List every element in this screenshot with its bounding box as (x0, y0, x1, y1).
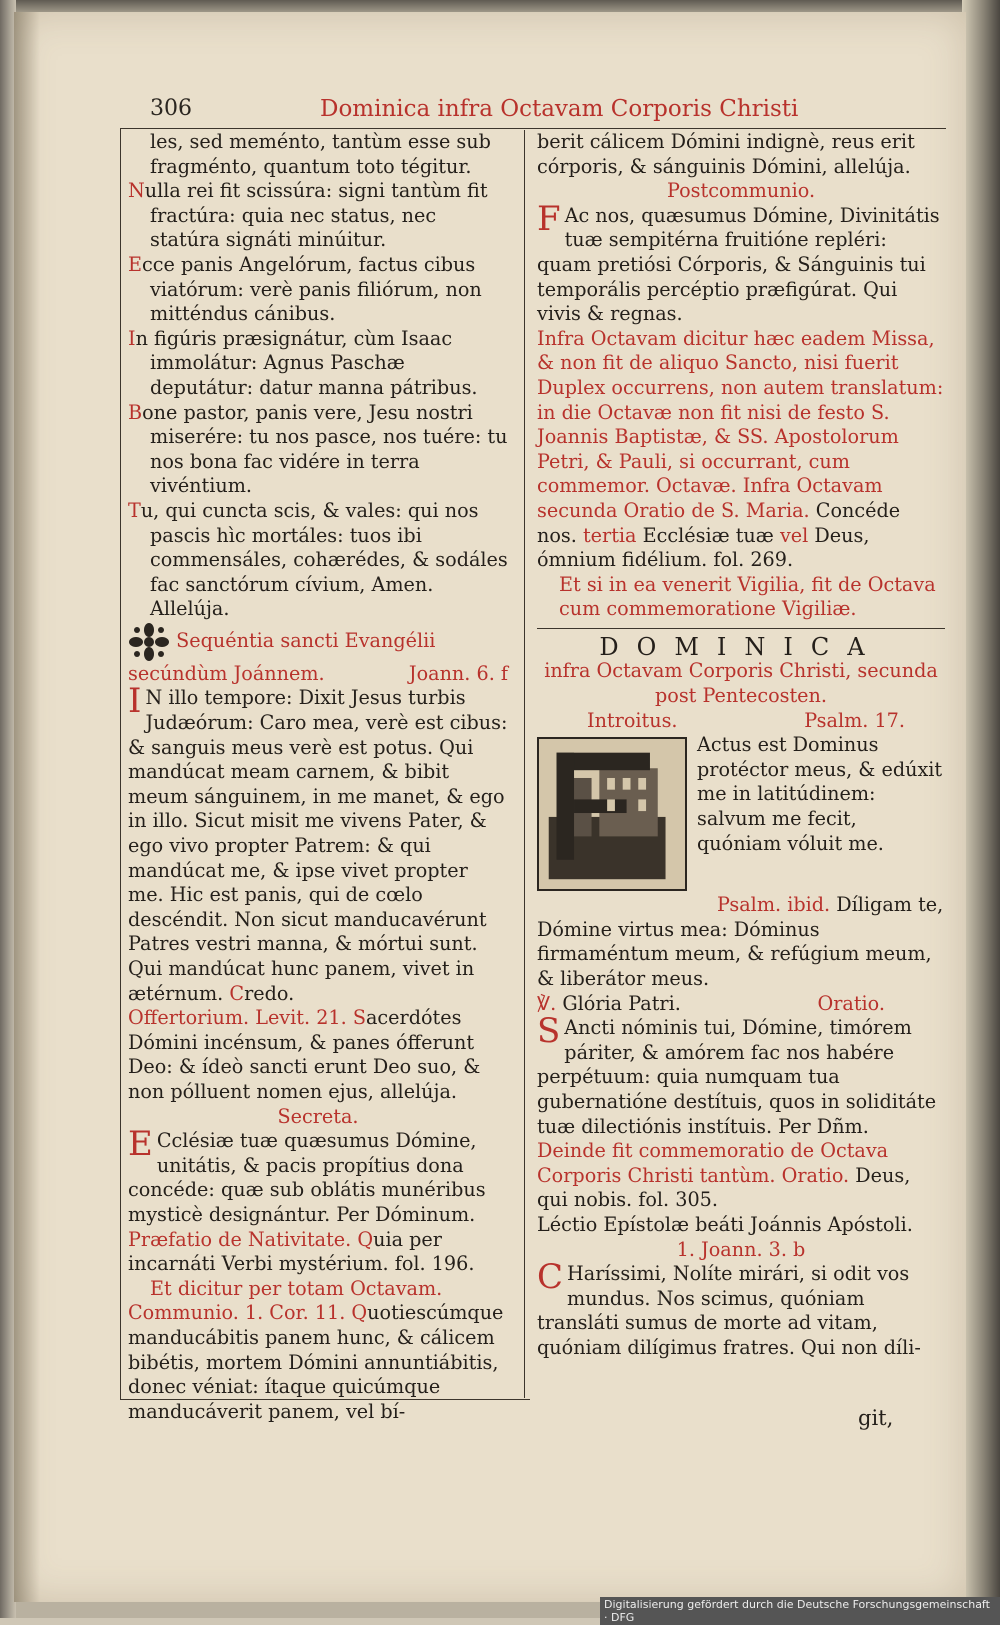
preface-label: Præfatio de Nativitate. (128, 1227, 352, 1251)
book-page-stack (962, 0, 1000, 1618)
drop-cap: E (128, 1124, 153, 1165)
stanza-initial: I (128, 326, 136, 350)
column-divider (524, 130, 525, 1398)
communion-initial: Q (351, 1301, 368, 1325)
drop-cap: C (537, 1257, 564, 1298)
psalm-label: Psalm. ibid. (717, 893, 831, 917)
versicle-icon: ℣. (537, 991, 557, 1015)
commemoration: Deinde fit commemoratio de Octava Corporis Christi tantùm. Oratio. Deus, qui nobis. fol. 305. (537, 1139, 911, 1212)
drop-cap: F (537, 198, 561, 239)
epistle-title: Léctio Epístolæ beáti Joánnis Apóstoli. (537, 1212, 913, 1236)
vigil-rubric: Et si in ea venerit Vigilia, fit de Octava cum commemoratione Vigiliæ. (559, 572, 936, 621)
preface: Præfatio de Nativitate. Quia per incarnáti Verbi mystérium. fol. 196. (128, 1227, 475, 1276)
drop-cap: I (128, 681, 142, 722)
sequence-stanza: Tu, qui cuncta scis, & vales: qui nos pascis hìc mortáles: tuos ibi commensáles, cohærédes, & sodáles fac sanctórum cívium, Amen. Allelúja. (128, 498, 508, 621)
credo-initial: C (229, 981, 245, 1005)
left-column (128, 130, 508, 1424)
stanza-initial: B (128, 400, 143, 424)
woodcut-initial-f-icon (539, 739, 685, 889)
octave-rubric: Infra Octavam dicitur hæc eadem Missa, & non fit de aliquo Sancto, nisi fuerit Duplex occurrens, non autem translatum: in die Octavæ non fit nisi de festo S. Joannis Baptistæ, & SS. Apostolorum Petri, & Pauli, si occurrant, cum commemor. Octavæ. Infra Octavam secunda Oratio de S. Maria. Concéde nos. tertia Ecclésiæ tuæ vel Deus, ómnium fidélium. fol. 269. (537, 326, 944, 572)
psalm-verse: Psalm. ibid. Díligam te, Dómine virtus mea: Dóminus firmaméntum meum, & refúgium meum, & liberátor meus. (537, 893, 944, 991)
gutter-shadow (14, 12, 40, 1602)
introit-heading (537, 709, 945, 734)
epistle-reference: 1. Joann. 3. b (676, 1237, 806, 1261)
sequence-stanza: Ecce panis Angelórum, factus cibus viatórum: verè panis filiórum, non mitténdus cánibus. (128, 252, 482, 326)
communion-continuation: berit cálicem Dómini indignè, reus erit córporis, & sánguinis Dómini, allelúja. (537, 130, 915, 178)
collect-label: Oratio. (817, 991, 885, 1015)
running-title: Dominica infra Octavam Corporis Christi (320, 96, 799, 122)
offertory: Offertorium. Levit. 21. Sacerdótes Dómini incénsum, & panes ófferunt Deo: & ídeò sancti erunt Deo suo, & non pólluent nomen ejus, allelúja. (128, 1006, 481, 1103)
sequence-line: fragménto, quantum toto tégitur. (150, 154, 472, 178)
woodcut-initial (537, 737, 687, 891)
sequence-stanza: Nulla rei fit scissúra: signi tantùm fit fractúra: quia nec status, nec statúra signáti minúitur. (128, 179, 488, 252)
stanza-initial: N (128, 179, 145, 203)
gospel-text: I N illo tempore: Dixit Jesus turbis Judæórum: Caro mea, verè est cibus: & sanguis meus verè est potus. Qui mandúcat meam carnem, & bibit meum sánguinem, in me manet, & ego in illo. Sicut misit me vivens Pater, & ego vivo propter Patrem: & qui mandúcat me, & ipse vivet propter me. Hic est panis, qui de cœlo descéndit. Non sicut manducavérunt Patres vestri manna, & mórtui sunt. Qui mandúcat hunc panem, vivet in ætérnum. Credo. (128, 681, 508, 1005)
gloria-line: ℣. Glória Patri. Oratio. (537, 991, 885, 1015)
gospel-label: Sequéntia sancti Evangélii secúndùm Joánnem. (128, 628, 436, 685)
section-rule (537, 628, 945, 629)
postcommunion-text: F Ac nos, quæsumus Dómine, Divinitátis tuæ sempitérna fruitióne repléri: quam pretiósi Córporis, & Sánguinis tui temporális percéptio præfigúrat. Qui vivis & regnas. (537, 198, 940, 326)
catchword: git, (858, 1406, 894, 1430)
fleuron-icon (128, 622, 170, 662)
preface-rubric: Et dicitur per totam Octavam. (150, 1276, 443, 1300)
epistle-text: C Haríssimi, Nolíte mirári, si odit vos mundus. Nos scimus, quóniam transláti sumus de morte ad vitam, quóniam dilígimus fratres. Qui non díli- (537, 1257, 921, 1359)
stanza-initial: T (128, 498, 141, 522)
page-number: 306 (150, 96, 192, 121)
gospel-heading (128, 622, 508, 687)
right-column (537, 130, 945, 1361)
preface-initial: Q (357, 1227, 374, 1251)
left-column-rule (120, 128, 121, 1400)
section-title: DOMINICA (599, 632, 883, 661)
communion-label: Communio. 1. Cor. 11. (128, 1301, 346, 1325)
sequence-stanza: In figúris præsignátur, cùm Isaac immolátur: Agnus Paschæ deputátur: datur manna pátribus. (128, 326, 478, 399)
sequence-stanza: Bone pastor, panis vere, Jesu nostri miserére: tu nos pasce, nos tuére: tu nos bona fac vidére in terra vivéntium. (128, 400, 508, 498)
stanza-initial: E (128, 252, 143, 276)
introit-text: Actus est Dominus protéctor meus, & edúxit me in latitúdinem: salvum me fecit, quóniam vóluit me. (697, 733, 943, 855)
section-subtitle: infra Octavam Corporis Christi, secunda post Pentecosten. (544, 659, 938, 708)
digitization-credit: Digitalisierung gefördert durch die Deutsche Forschungsgemeinschaft · DFG (600, 1597, 1000, 1625)
offertory-label: Offertorium. Levit. 21. (128, 1006, 347, 1030)
secret-text: E Cclésiæ tuæ quæsumus Dómine, unitátis, & pacis propítius dona concéde: quæ sub oblátis munéribus mysticè designántur. Per Dóminum. (128, 1124, 486, 1226)
collect-text: S Ancti nóminis tui, Dómine, timórem páriter, & amórem fac nos habére perpétuum: quia numquam tua gubernatióne destítuis, quos in soliditáte tuæ dilectiónis instítuis. Per Dñm. (537, 1011, 937, 1138)
page-header (150, 96, 910, 130)
drop-cap: S (537, 1011, 561, 1052)
introit-label: Introitus. (587, 708, 678, 732)
sequence-line: les, sed meménto, tantùm esse sub (150, 130, 491, 153)
offertory-initial: S (352, 1006, 366, 1030)
introit-reference: Psalm. 17. (804, 708, 905, 732)
header-rule (120, 128, 946, 129)
postcommunion-label: Postcommunio. (666, 179, 816, 203)
gospel-reference: Joann. 6. f (408, 661, 508, 685)
communion: Communio. 1. Cor. 11. Quotiescúmque manducábitis panem hunc, & cálicem bibétis, mortem Dómini annuntiábitis, donec véniat: ítaque quicúmque manducáverit panem, vel bí- (128, 1301, 504, 1423)
secret-label: Secreta. (277, 1104, 359, 1128)
